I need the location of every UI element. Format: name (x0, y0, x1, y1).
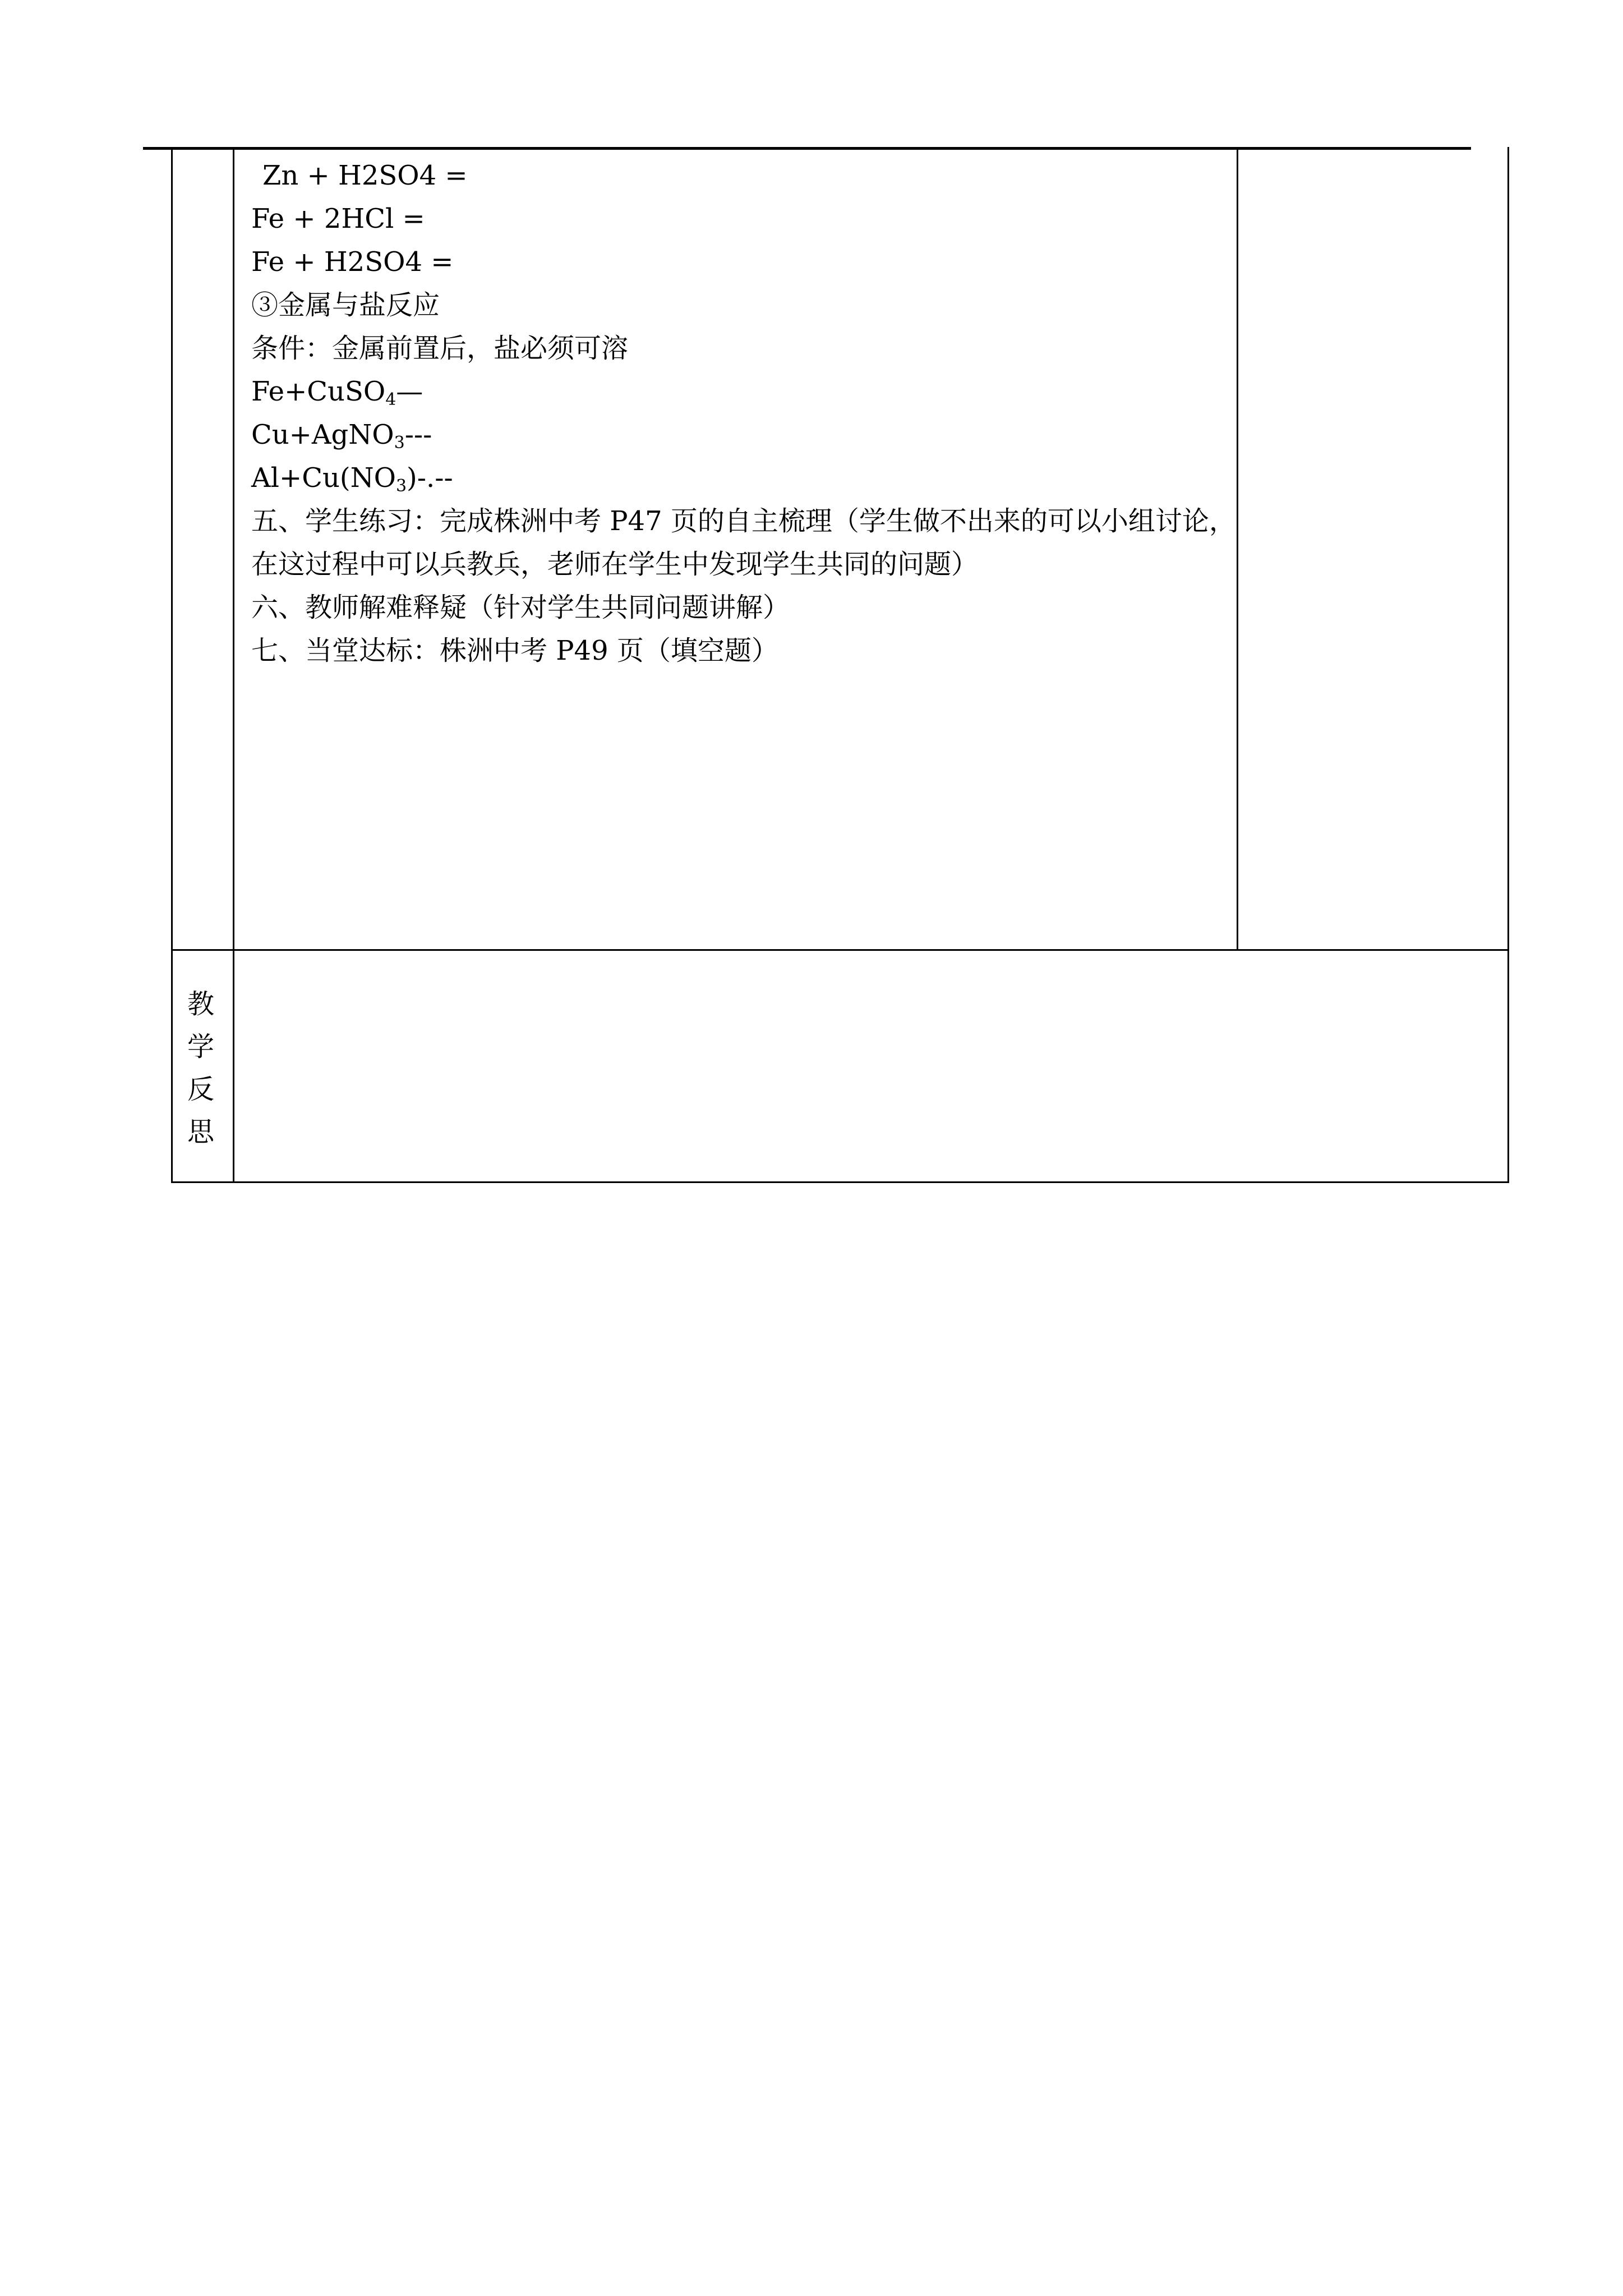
formula-part: Cu+AgNO (251, 419, 394, 450)
formula-line (251, 457, 1238, 500)
formula-subscript: 3 (394, 433, 405, 453)
label-char: 反 (187, 1074, 214, 1105)
teaching-reflection-content (251, 965, 1485, 1167)
explanation-step: 六、教师解难释疑（针对学生共同问题讲解） (251, 592, 790, 623)
teaching-reflection-label (174, 983, 228, 1153)
section-heading: ③金属与盐反应 (251, 289, 440, 321)
practice-step: 五、学生练习：完成株洲中考 P47 页的自主梳理（学生做不出来的可以小组讨论，在这过程中可以兵教兵，老师在学生中发现学生共同的问题） (251, 505, 1236, 580)
table-row-divider (171, 949, 1509, 951)
formula-line (251, 370, 1238, 413)
label-char: 学 (187, 1031, 214, 1062)
formula-part: )-.-- (407, 462, 453, 494)
table-left-border (171, 147, 173, 1182)
assessment-step: 七、当堂达标：株洲中考 P49 页（填空题） (251, 635, 778, 666)
formula-part: Al+Cu(NO (251, 462, 396, 494)
lesson-content (251, 154, 1238, 673)
formula-subscript: 4 (385, 390, 396, 409)
table-label-divider (233, 147, 234, 1182)
equation-line: Fe + H2SO4 = (251, 246, 454, 278)
condition-text: 条件：金属前置后，盐必须可溶 (251, 333, 629, 364)
formula-part: — (396, 376, 423, 407)
table-bottom-border (171, 1181, 1509, 1183)
page-header-rule (143, 147, 1471, 150)
label-char: 教 (187, 988, 214, 1020)
formula-part: --- (404, 419, 432, 450)
formula-subscript: 3 (395, 476, 407, 496)
label-char: 思 (187, 1116, 214, 1148)
formula-part: Fe+CuSO (251, 376, 386, 407)
equation-line: Zn + H2SO4 = (262, 160, 468, 191)
table-right-border (1507, 147, 1509, 1182)
formula-line (251, 413, 1238, 457)
equation-line: Fe + 2HCl = (251, 203, 425, 234)
